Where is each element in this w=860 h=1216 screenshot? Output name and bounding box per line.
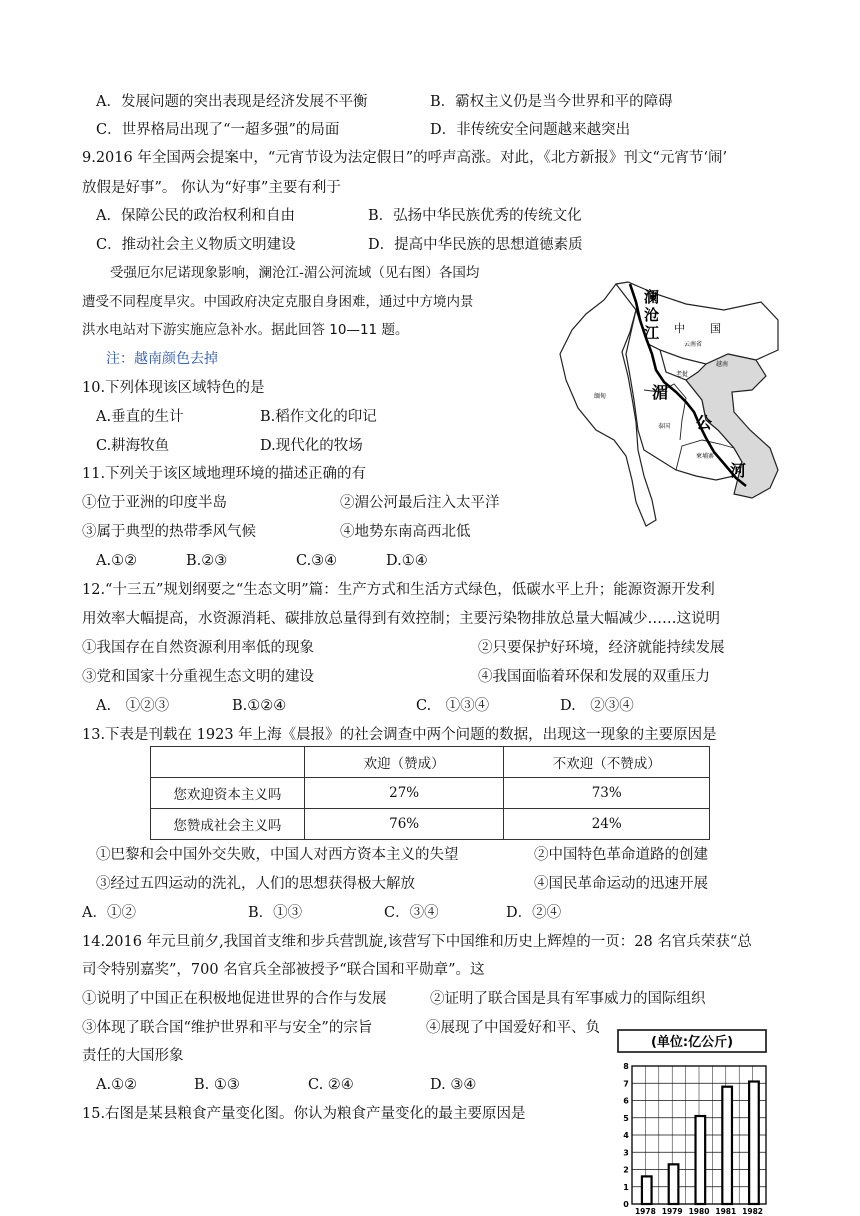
q12-stem-line1: 12.“十三五”规划纲要之“生态文明”篇：生产方式和生活方式绿色，低碳水平上升；能源资源开发利	[82, 582, 715, 598]
map-label-laos: 老挝	[676, 371, 689, 378]
q11-option-d: D.①④	[386, 553, 428, 569]
q14-stem-line1: 14.2016 年元旦前夕,我国首支维和步兵营凯旋,该营写下中国维和历史上辉煌的一页：28 名官兵荣获“总	[82, 934, 752, 950]
table-cell: 24%	[504, 809, 710, 840]
chart-y-tick-label: 4	[623, 1131, 629, 1140]
table-cell: 您赞成社会主义吗	[151, 809, 305, 840]
q8-option-d: D．非传统安全问题越来越突出	[430, 122, 631, 138]
chart-y-tick-label: 0	[623, 1200, 629, 1209]
q13-statement-3: ③经过五四运动的洗礼，人们的思想获得极大解放	[96, 876, 415, 892]
table-header-cell: 欢迎（赞成）	[304, 747, 504, 778]
q14-statement-4-cont: 责任的大国形象	[82, 1048, 184, 1064]
map-label-gong: 公	[696, 413, 713, 432]
q9-option-b: B．弘扬中华民族优秀的传统文化	[368, 208, 582, 224]
q14-option-d: D. ③④	[430, 1077, 477, 1093]
map-label-myanmar: 缅甸	[594, 393, 607, 400]
q11-stem: 11.下列关于该区域地理环境的描述正确的有	[82, 466, 367, 482]
q13-option-a: A．①②	[82, 905, 136, 921]
map-label-cambodia: 柬埔寨	[696, 453, 715, 460]
chart-y-tick-label: 5	[623, 1113, 629, 1123]
passage-line3: 洪水电站对下游实施应急补水。据此回答 10—11 题。	[82, 322, 409, 338]
map-label-lan: 澜	[644, 288, 660, 306]
q13-statement-4: ④国民革命运动的迅速开展	[534, 876, 708, 892]
q14-option-b: B. ①③	[194, 1077, 240, 1093]
chart-y-tick-label: 3	[623, 1148, 629, 1158]
map-label-yunnan: 云南省	[684, 341, 703, 348]
survey-table	[150, 746, 710, 840]
chart-title: (单位:亿公斤)	[650, 1035, 734, 1050]
q12-stem-line2: 用效率大幅提高，水资源消耗、碳排放总量得到有效控制；主要污染物排放总量大幅减少……这说明	[82, 611, 720, 627]
q10-option-c: C.耕海牧鱼	[96, 438, 170, 454]
q12-option-c: C. ①③④	[416, 698, 490, 714]
q11-statement-2: ②湄公河最后注入太平洋	[340, 495, 500, 511]
table-cell: 73%	[504, 778, 710, 809]
chart-y-tick-label: 1	[623, 1182, 629, 1192]
chart-x-tick-label: 1980	[688, 1207, 710, 1216]
q13-option-b: B．①③	[248, 905, 303, 921]
map-label-china-1: 中	[674, 322, 685, 335]
q10-stem: 10.下列体现该区域特色的是	[82, 380, 265, 396]
chart-x-tick-label: 1981	[715, 1207, 737, 1216]
table-cell: 76%	[304, 809, 504, 840]
q13-option-c: C．③④	[384, 905, 439, 921]
map-label-jiang: 江	[644, 324, 660, 342]
editor-note: 注：越南颜色去掉	[106, 351, 218, 367]
q12-option-b: B.①②④	[232, 698, 287, 714]
chart-bar	[749, 1082, 759, 1204]
q13-statement-1: ①巴黎和会中国外交失败，中国人对西方资本主义的失望	[96, 847, 459, 863]
q12-statement-2: ②只要保护好环境，经济就能持续发展	[478, 640, 725, 656]
chart-x-tick-label: 1978	[634, 1207, 656, 1216]
q9-option-d: D．提高中华民族的思想道德素质	[368, 237, 583, 253]
q8-option-c: C．世界格局出现了“一超多强”的局面	[96, 122, 340, 138]
q10-option-b: B.稻作文化的印记	[260, 409, 377, 425]
q11-option-b: B.②③	[186, 553, 228, 569]
q14-option-c: C. ②④	[308, 1077, 354, 1093]
q11-option-c: C.③④	[296, 553, 338, 569]
q14-statement-2: ②证明了联合国是具有军事威力的国际组织	[430, 991, 706, 1007]
q14-statement-1: ①说明了中国正在积极地促进世界的合作与发展	[82, 991, 387, 1007]
chart-x-tick-label: 1979	[661, 1207, 683, 1216]
q14-stem-line2: 司令特别嘉奖”，700 名官兵全部被授予“联合国和平勋章”。这	[82, 962, 485, 978]
chart-bar	[722, 1087, 732, 1204]
chart-x-tick-label: 1982	[742, 1207, 764, 1216]
chart-bar	[642, 1176, 652, 1204]
q9-stem-line2: 放假是好事”。 你认为“好事”主要有利于	[82, 180, 341, 196]
map-label-cang: 沧	[644, 306, 660, 324]
q10-option-a: A.垂直的生计	[96, 409, 184, 425]
q11-option-a: A.①②	[96, 553, 138, 569]
map-label-china-2: 国	[710, 322, 721, 335]
q9-option-a: A．保障公民的政治权利和自由	[96, 208, 295, 224]
chart-y-ticks	[623, 1062, 629, 1209]
q13-statement-2: ②中国特色革命道路的创建	[534, 847, 708, 863]
q14-statement-3: ③体现了联合国“维护世界和平与安全”的宗旨	[82, 1020, 373, 1036]
q9-stem-line1: 9.2016 年全国两会提案中，“元宵节设为法定假日”的呼声高涨。对此，《北方新报》刊文“元宵节‘闹’	[82, 150, 728, 166]
chart-y-tick-label: 7	[623, 1079, 629, 1089]
chart-bar	[669, 1164, 679, 1204]
chart-bar	[696, 1116, 706, 1204]
q8-option-b: B．霸权主义仍是当今世界和平的障碍	[430, 94, 673, 110]
q12-option-d: D. ②③④	[560, 698, 634, 714]
map-label-thailand: 泰国	[658, 423, 671, 430]
table-row	[151, 778, 710, 809]
q12-statement-1: ①我国存在自然资源利用率低的现象	[82, 640, 314, 656]
table-cell: 您欢迎资本主义吗	[151, 778, 305, 809]
q14-option-a: A.①②	[96, 1077, 138, 1093]
q13-stem: 13.下表是刊载在 1923 年上海《晨报》的社会调查中两个问题的数据，出现这一现象的主要原因是	[82, 727, 717, 743]
map-label-mei: 湄	[652, 383, 669, 402]
grain-output-chart	[612, 1026, 772, 1216]
q8-option-a: A．发展问题的突出表现是经济发展不平衡	[96, 94, 368, 110]
passage-line2: 遭受不同程度旱灾。中国政府决定克服自身困难，通过中方境内景	[82, 294, 474, 310]
q12-statement-4: ④我国面临着环保和发展的双重压力	[478, 669, 710, 685]
passage-line1: 受强厄尔尼诺现象影响，澜沧江-湄公河流域（见右图）各国均	[110, 265, 480, 281]
q9-option-c: C．推动社会主义物质文明建设	[96, 237, 296, 253]
chart-bars	[642, 1082, 759, 1204]
chart-y-tick-label: 6	[623, 1096, 629, 1106]
table-header-cell	[151, 747, 305, 778]
table-header-row	[151, 747, 710, 778]
q11-statement-1: ①位于亚洲的印度半岛	[82, 495, 227, 511]
chart-y-tick-label: 8	[623, 1062, 629, 1071]
q12-statement-3: ③党和国家十分重视生态文明的建设	[82, 669, 314, 685]
q11-statement-3: ③属于典型的热带季风气候	[82, 524, 256, 540]
q15-stem: 15.右图是某县粮食产量变化图。你认为粮食产量变化的最主要原因是	[82, 1106, 526, 1122]
table-header-cell: 不欢迎（不赞成）	[504, 747, 710, 778]
map-label-vietnam: 越南	[716, 361, 729, 368]
q14-statement-4: ④展现了中国爱好和平、负	[426, 1020, 600, 1036]
map-label-he: 河	[730, 461, 747, 480]
chart-x-ticks	[635, 1207, 763, 1216]
table-cell: 27%	[304, 778, 504, 809]
q10-option-d: D.现代化的牧场	[260, 438, 363, 454]
q13-option-d: D．②④	[506, 905, 562, 921]
mekong-basin-map	[556, 280, 782, 530]
table-row	[151, 809, 710, 840]
q12-option-a: A. ①②③	[96, 698, 170, 714]
q11-statement-4: ④地势东南高西北低	[340, 524, 471, 540]
chart-y-tick-label: 2	[623, 1165, 629, 1175]
